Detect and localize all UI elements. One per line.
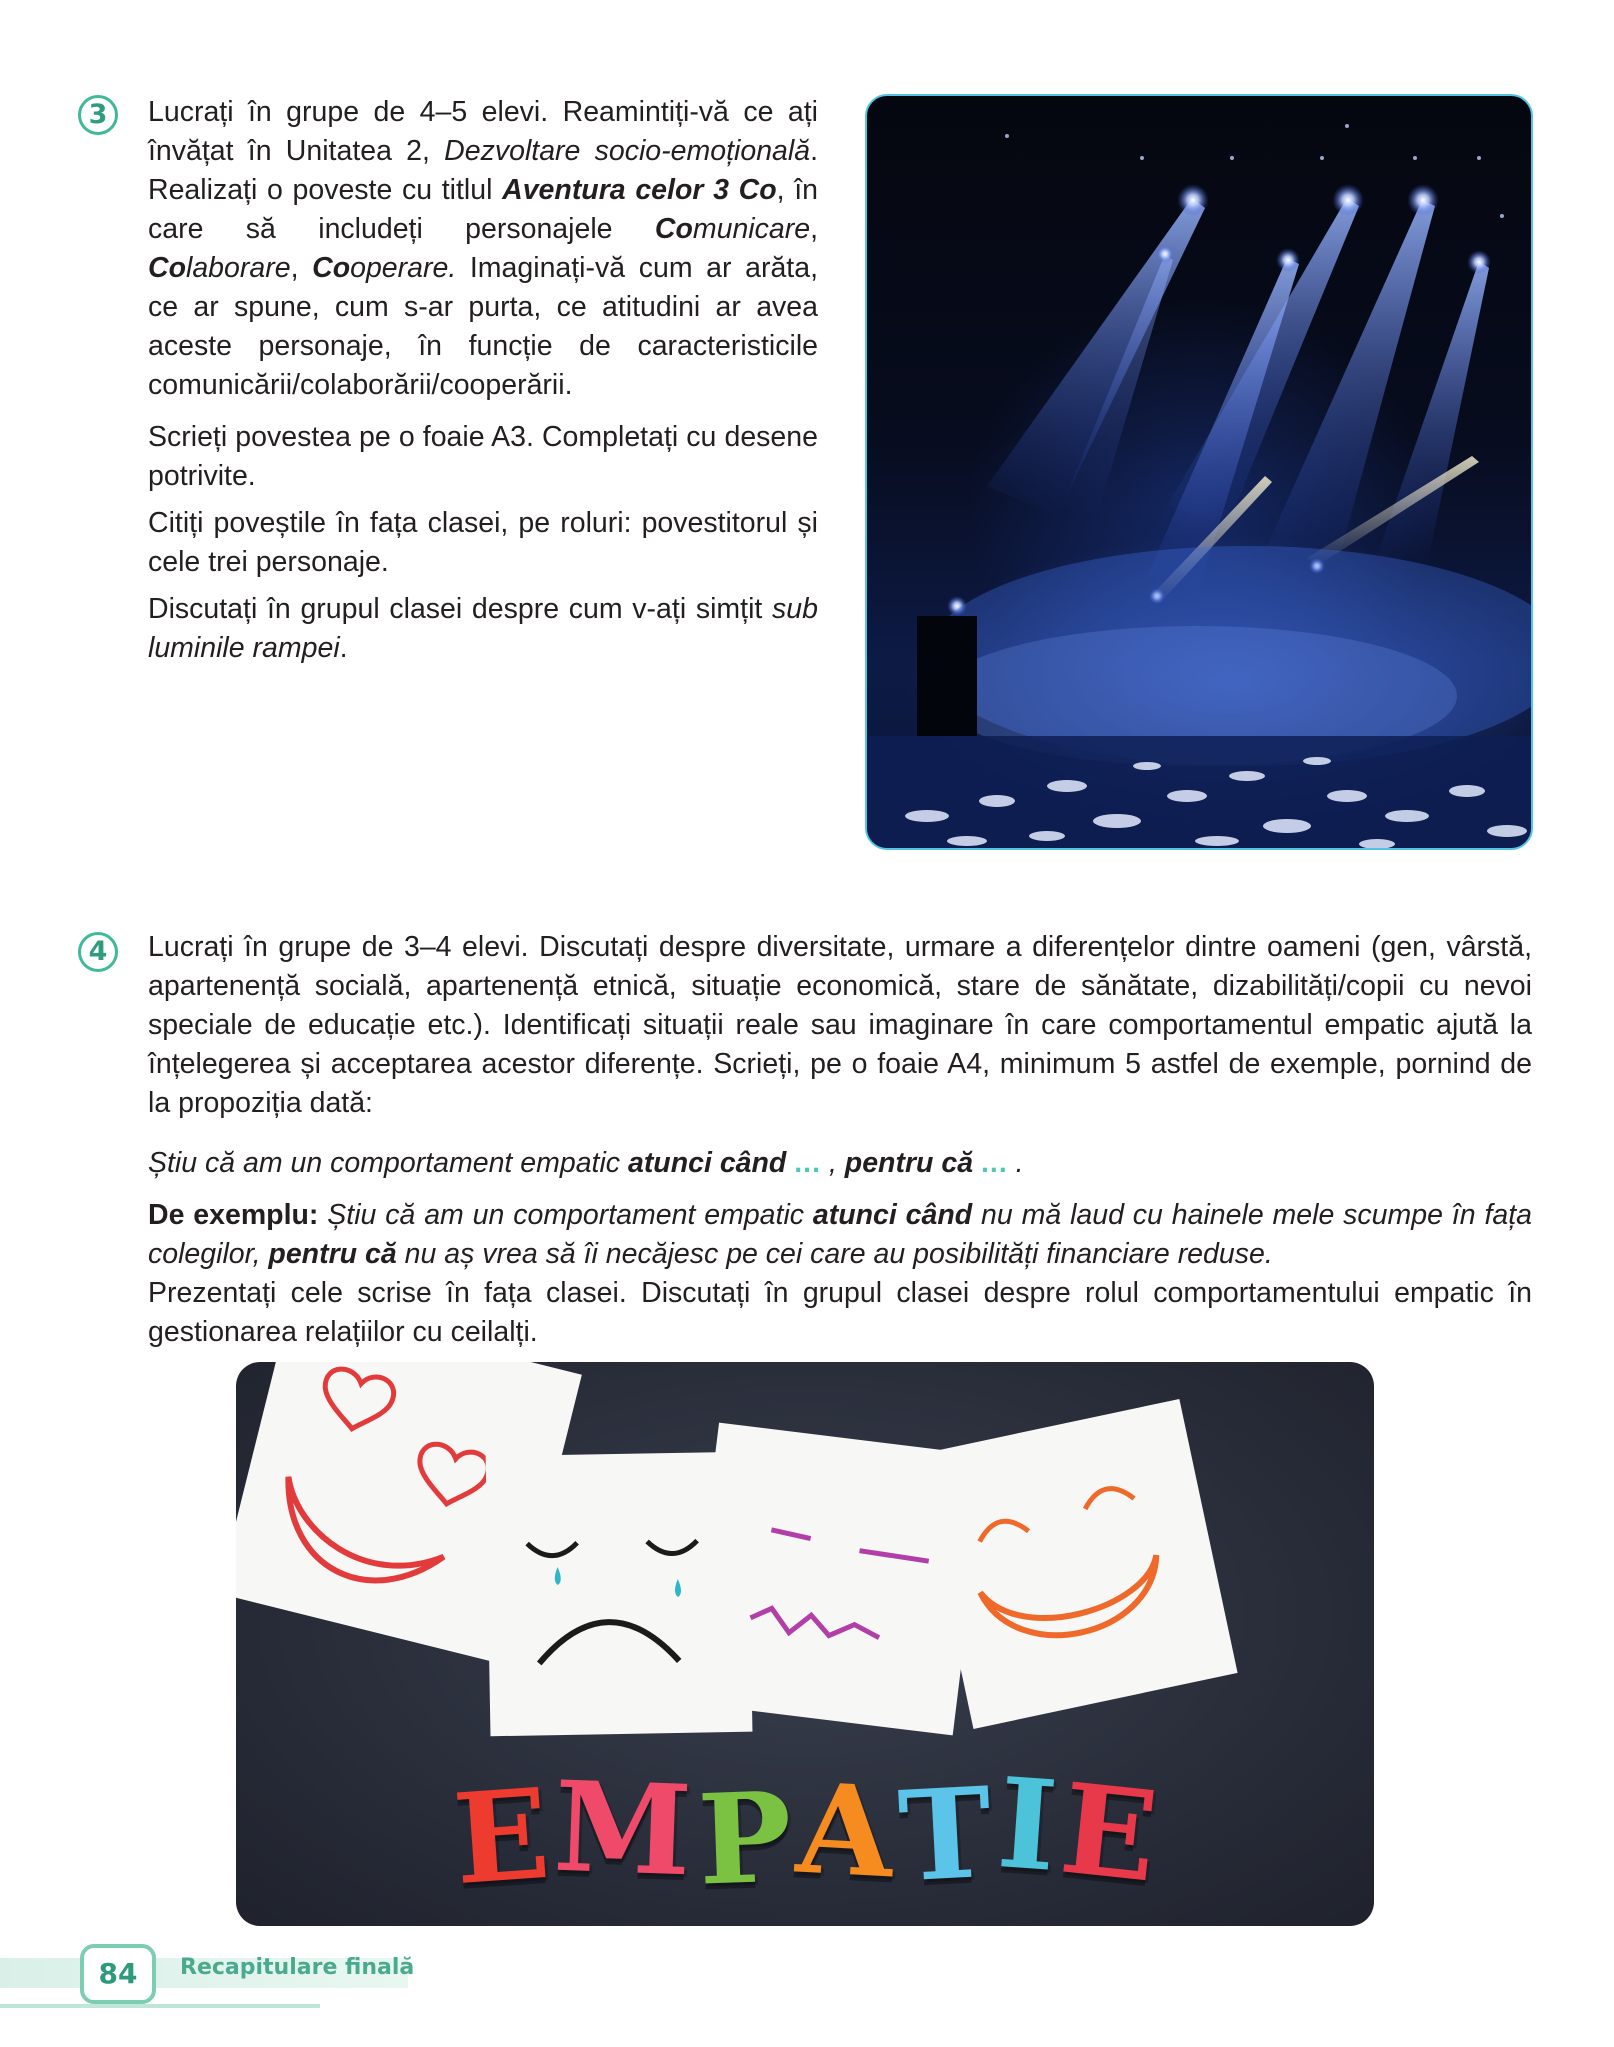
template-dots-2: ... (981, 1147, 1008, 1179)
template-bold-1: atunci când (627, 1147, 787, 1179)
page-number: 84 (80, 1944, 156, 2004)
empathy-photo (236, 1362, 1374, 1926)
exercise-4-example (148, 1196, 1532, 1274)
stage-lights-photo (865, 94, 1533, 850)
ex3-char1-prefix: Co (654, 213, 693, 245)
letter-t-4: T (895, 1760, 996, 1911)
letter-e-0: E (449, 1761, 554, 1914)
template-text-3: . (1007, 1147, 1024, 1179)
example-text-3: nu aș vrea să îi necăjesc pe cei care au posibilități financiare reduse. (396, 1238, 1273, 1270)
ex3-sep-1: , (810, 213, 818, 245)
ex3-char2-prefix: Co (148, 252, 186, 284)
exercise-4-number: 4 (78, 932, 118, 972)
ex3-p4-text-1: Discutați în grupul clasei despre cum v-ați simțit (148, 593, 773, 625)
template-text-2: , (821, 1147, 845, 1179)
example-bold-2: pentru că (268, 1238, 397, 1270)
ex3-char1-rest: municare (692, 213, 811, 245)
ex3-p4-italic: sub luminile rampei (148, 593, 818, 664)
template-text-1: Știu că am un comportament empatic (148, 1147, 628, 1179)
exercise-3-paragraph-3: Citiți poveștile în fața clasei, pe roluri: povestitorul și cele trei personaje. (148, 507, 818, 578)
ex3-unit-title: Dezvoltare socio-emoțională (444, 135, 811, 167)
example-text-2: nu mă laud cu hainele mele scumpe în fața colegilor, (148, 1199, 1532, 1270)
exercise-3-paragraph-1 (148, 93, 818, 405)
card-happy-face (915, 1399, 1237, 1729)
stage-lights-illustration (867, 96, 1533, 850)
example-label: De exemplu: (148, 1199, 319, 1231)
letter-a-3: A (793, 1756, 897, 1907)
letter-i-5: I (992, 1751, 1061, 1900)
example-bold-1: atunci când (812, 1199, 973, 1231)
exercise-3-paragraph-2: Scrieți povestea pe o foaie A3. Completați cu desene potrivite. (148, 421, 818, 492)
ex3-story-title: Aventura celor 3 Co (502, 174, 777, 206)
ex3-text-1: Lucrați în grupe de 4–5 elevi. Reamintiți-vă ce ați învățat în Unitatea 2, (148, 96, 818, 167)
exercise-3-paragraph-4 (148, 590, 818, 668)
ex3-char3-rest: operare. (350, 252, 457, 284)
ex3-text-5: , în care să includeți personajele (148, 174, 819, 245)
ex3-text-3: . Realizați o poveste cu titlul (148, 135, 818, 206)
template-bold-2: pentru că (844, 1147, 974, 1179)
letter-m-1: M (552, 1754, 695, 1905)
ex3-sep-2: , (290, 252, 313, 284)
exercise-4-paragraph-1: Lucrați în grupe de 3–4 elevi. Discutați despre diversitate, urmare a diferențelor dintre oameni (gen, vârstă, apartenență socială, apartenență etnică, situație economică, stare de sănătate, dizabilități/copii cu nevoi speciale de educație etc.). Identificați situații reale sau imaginare în care comportamentul empatic ajută la înțelegerea și acceptarea acestor diferențe. Scrieți, pe o foaie A4, minimum 5 astfel de exemple, pornind de la propoziția dată: (148, 931, 1532, 1119)
empathy-letters (236, 1752, 1374, 1912)
footer-section-title: Recapitulare finală (180, 1955, 415, 1980)
exercise-4-paragraph-2: Prezentați cele scrise în fața clasei. Discutați în grupul clasei despre rolul comportamentului empatic în gestionarea relațiilor cu ceilalți. (148, 1277, 1532, 1348)
ex3-p4-text-3: . (339, 632, 348, 664)
footer-divider (0, 2004, 320, 2008)
example-text-1: Știu că am un comportament empatic (318, 1199, 813, 1231)
template-dots-1: ... (794, 1147, 822, 1179)
ex3-char2-rest: laborare (186, 252, 291, 284)
ex3-char3-prefix: Co (312, 252, 351, 284)
exercise-3-number: 3 (78, 95, 118, 135)
letter-e-6: E (1054, 1756, 1164, 1911)
ex3-text-6: Imaginați-vă cum ar arăta, ce ar spune, cum s-ar purta, ce atitudini ar avea aceste personaje, în funcție de caracteristicile comunicării/colaborării/cooperării. (148, 252, 818, 401)
exercise-4-sentence-template (148, 1144, 1532, 1183)
letter-p-2: P (695, 1765, 794, 1914)
